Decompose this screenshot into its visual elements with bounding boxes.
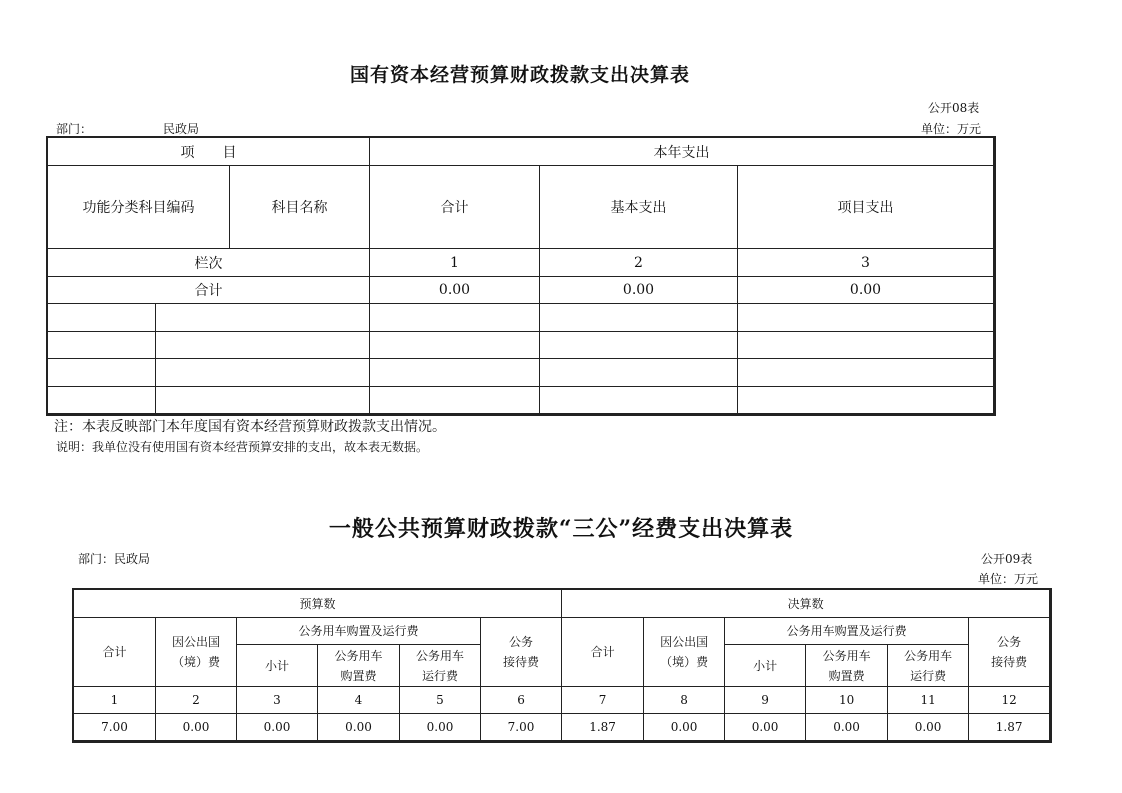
table1-title: 国有资本经营预算财政拨款支出决算表 [349,64,690,86]
table1-dept-label: 部门： [56,122,93,136]
value-cell: 0.00 [156,714,237,741]
total-value-3: 0.00 [738,277,994,304]
header-budget-subtotal: 小计 [237,645,318,687]
column-row-label: 栏次 [48,249,370,277]
value-cell: 7.00 [74,714,156,741]
value-cell: 0.00 [806,714,888,741]
empty-cell [370,332,540,359]
empty-cell [156,304,370,332]
table-row [48,359,994,387]
col-number: 7 [562,687,644,714]
table1-dept-name: 民政局 [163,122,200,136]
table2-dept: 部门：民政局 [78,552,151,566]
empty-cell [48,359,156,387]
value-cell: 0.00 [400,714,481,741]
header-final-car-run: 公务用车 运行费 [888,645,969,687]
header-budget-car: 公务用车购置及运行费 [237,618,481,645]
table-row-column-numbers [74,687,1050,714]
value-cell: 0.00 [318,714,400,741]
table1-note: 注：本表反映部门本年度国有资本经营预算财政拨款支出情况。 [54,419,446,435]
empty-cell [156,387,370,414]
header-final-reception: 公务 接待费 [969,618,1050,687]
empty-cell [370,304,540,332]
col-number: 2 [156,687,237,714]
table2-form-number: 公开09表 [981,552,1033,566]
empty-cell [540,387,738,414]
empty-cell [738,304,994,332]
header-current-year: 本年支出 [370,138,994,166]
empty-cell [370,387,540,414]
empty-cell [156,332,370,359]
table2-unit: 单位：万元 [978,572,1039,586]
header-final-total: 合计 [562,618,644,687]
header-subject-name: 科目名称 [230,166,370,249]
col-number: 8 [644,687,725,714]
header-budget-car-run: 公务用车 运行费 [400,645,481,687]
header-final-car-purchase: 公务用车 购置费 [806,645,888,687]
header-final-subtotal: 小计 [725,645,806,687]
table1-grid [47,137,994,414]
value-cell: 1.87 [562,714,644,741]
table2-grid [73,589,1050,741]
header-final-abroad: 因公出国 （境）费 [644,618,725,687]
col-number: 6 [481,687,562,714]
col-number: 1 [74,687,156,714]
empty-cell [540,304,738,332]
header-budget: 预算数 [74,590,562,618]
header-budget-car-purchase: 公务用车 购置费 [318,645,400,687]
value-cell: 0.00 [644,714,725,741]
empty-cell [370,359,540,387]
table-row [48,387,994,414]
value-cell: 0.00 [237,714,318,741]
header-item: 项 目 [48,138,370,166]
table1-explanation: 说明：我单位没有使用国有资本经营预算安排的支出，故本表无数据。 [56,440,429,454]
value-cell: 0.00 [725,714,806,741]
col-number: 11 [888,687,969,714]
table1-form-number: 公开08表 [928,101,980,115]
empty-cell [738,387,994,414]
empty-cell [156,359,370,387]
total-value-1: 0.00 [370,277,540,304]
column-number-2: 2 [540,249,738,277]
col-number: 9 [725,687,806,714]
header-final: 决算数 [562,590,1050,618]
col-number: 4 [318,687,400,714]
value-cell: 1.87 [969,714,1050,741]
total-row-label: 合计 [48,277,370,304]
header-budget-reception: 公务 接待费 [481,618,562,687]
empty-cell [540,359,738,387]
empty-cell [48,387,156,414]
header-final-car: 公务用车购置及运行费 [725,618,969,645]
empty-cell [540,332,738,359]
value-cell: 0.00 [888,714,969,741]
column-number-1: 1 [370,249,540,277]
value-cell: 7.00 [481,714,562,741]
header-basic: 基本支出 [540,166,738,249]
header-project: 项目支出 [738,166,994,249]
header-total: 合计 [370,166,540,249]
header-budget-total: 合计 [74,618,156,687]
header-func-code: 功能分类科目编码 [48,166,230,249]
empty-cell [48,304,156,332]
table-row-values [74,714,1050,741]
table1-unit: 单位：万元 [921,122,982,136]
table-row [48,304,994,332]
empty-cell [48,332,156,359]
table-row [48,332,994,359]
empty-cell [738,332,994,359]
column-number-3: 3 [738,249,994,277]
total-value-2: 0.00 [540,277,738,304]
header-budget-abroad: 因公出国 （境）费 [156,618,237,687]
col-number: 3 [237,687,318,714]
col-number: 5 [400,687,481,714]
empty-cell [738,359,994,387]
table2-title: 一般公共预算财政拨款“三公”经费支出决算表 [328,516,794,542]
col-number: 12 [969,687,1050,714]
col-number: 10 [806,687,888,714]
